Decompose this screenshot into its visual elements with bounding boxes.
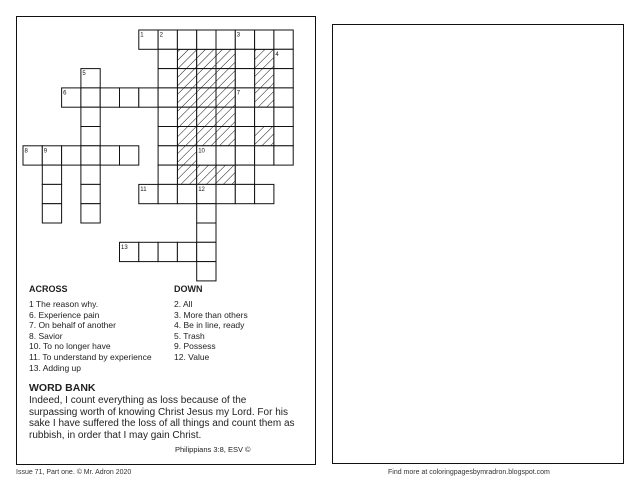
- clue-number: 12: [198, 186, 205, 193]
- shaded-cell[interactable]: [177, 107, 196, 126]
- down-clue: 5. Trash: [174, 330, 205, 341]
- scripture-quote: Indeed, I count everything as loss because of the surpassing worth of knowing Christ Jesus my Lord. For his sake I have suffered the loss of all things and count them as rubbish, in order that I may gain Christ.: [29, 395, 295, 441]
- shaded-cell[interactable]: [197, 88, 216, 107]
- shaded-cell[interactable]: [255, 127, 274, 146]
- answer-cell[interactable]: [81, 184, 100, 203]
- answer-cell[interactable]: [274, 69, 293, 88]
- answer-cell[interactable]: [197, 30, 216, 49]
- answer-cell[interactable]: [158, 146, 177, 165]
- clue-number: 8: [24, 148, 28, 155]
- clue-number: 2: [159, 32, 163, 39]
- answer-cell[interactable]: [120, 88, 139, 107]
- answer-cell[interactable]: [158, 242, 177, 261]
- answer-cell[interactable]: [197, 242, 216, 261]
- answer-cell[interactable]: [62, 146, 81, 165]
- answer-cell[interactable]: [216, 184, 235, 203]
- across-clue: 10. To no longer have: [29, 341, 111, 352]
- across-clue: 11. To understand by experience: [29, 351, 152, 362]
- answer-cell[interactable]: [100, 88, 119, 107]
- clue-number: 4: [275, 51, 279, 58]
- word-bank-title: WORD BANK: [29, 382, 96, 394]
- shaded-cell[interactable]: [197, 107, 216, 126]
- answer-cell[interactable]: [42, 165, 61, 184]
- answer-cell[interactable]: [158, 69, 177, 88]
- answer-cell[interactable]: [177, 242, 196, 261]
- down-heading: DOWN: [174, 284, 203, 294]
- clue-number: 1: [140, 32, 144, 39]
- answer-cell[interactable]: [158, 165, 177, 184]
- answer-cell[interactable]: [274, 146, 293, 165]
- answer-cell[interactable]: [274, 88, 293, 107]
- answer-cell[interactable]: [158, 127, 177, 146]
- answer-cell[interactable]: [81, 88, 100, 107]
- shaded-cell[interactable]: [216, 127, 235, 146]
- scripture-citation: Philippians 3:8, ESV ©: [175, 445, 251, 454]
- answer-cell[interactable]: [235, 107, 254, 126]
- clue-number: 3: [236, 32, 241, 39]
- answer-cell[interactable]: [42, 184, 61, 203]
- answer-cell[interactable]: [235, 69, 254, 88]
- answer-cell[interactable]: [158, 184, 177, 203]
- answer-cell[interactable]: [139, 88, 158, 107]
- answer-cell[interactable]: [197, 223, 216, 242]
- answer-cell[interactable]: [274, 127, 293, 146]
- down-clue: 3. More than others: [174, 309, 248, 320]
- footer-website: Find more at coloringpagesbymradron.blogspot.com: [388, 469, 550, 476]
- answer-cell[interactable]: [197, 262, 216, 281]
- answer-cell[interactable]: [197, 204, 216, 223]
- shaded-cell[interactable]: [177, 69, 196, 88]
- shaded-cell[interactable]: [197, 165, 216, 184]
- shaded-cell[interactable]: [216, 88, 235, 107]
- across-clues: [29, 299, 152, 373]
- shaded-cell[interactable]: [177, 146, 196, 165]
- clue-number: 11: [140, 186, 147, 193]
- shaded-cell[interactable]: [255, 88, 274, 107]
- down-clue: 4. Be in line, ready: [174, 320, 245, 331]
- answer-cell[interactable]: [81, 204, 100, 223]
- across-clue: 1 The reason why.: [29, 299, 99, 309]
- clue-number: 13: [121, 244, 128, 251]
- answer-cell[interactable]: [255, 146, 274, 165]
- answer-cell[interactable]: [216, 146, 235, 165]
- clue-number: 7: [236, 90, 241, 97]
- clue-number: 10: [198, 148, 205, 155]
- down-clue: 12. Value: [174, 351, 210, 362]
- answer-cell[interactable]: [235, 165, 254, 184]
- shaded-cell[interactable]: [216, 107, 235, 126]
- answer-cell[interactable]: [274, 30, 293, 49]
- answer-cell[interactable]: [81, 165, 100, 184]
- clue-number: 5: [82, 71, 86, 78]
- across-clue: 7. On behalf of another: [29, 320, 116, 331]
- clue-number: 9: [43, 148, 48, 155]
- across-heading: ACROSS: [29, 284, 68, 294]
- shaded-cell[interactable]: [177, 165, 196, 184]
- answer-cell[interactable]: [235, 49, 254, 68]
- answer-cell[interactable]: [81, 107, 100, 126]
- shaded-cell[interactable]: [177, 127, 196, 146]
- answer-cell[interactable]: [81, 127, 100, 146]
- answer-cell[interactable]: [120, 146, 139, 165]
- across-clue: 13. Adding up: [29, 362, 81, 373]
- answer-cell[interactable]: [158, 88, 177, 107]
- shaded-cell[interactable]: [216, 69, 235, 88]
- answer-cell[interactable]: [177, 184, 196, 203]
- answer-cell[interactable]: [42, 204, 61, 223]
- answer-cell[interactable]: [255, 184, 274, 203]
- shaded-cell[interactable]: [255, 69, 274, 88]
- down-clues: [174, 299, 248, 363]
- shaded-cell[interactable]: [197, 127, 216, 146]
- shaded-cell[interactable]: [197, 49, 216, 68]
- answer-cell[interactable]: [216, 30, 235, 49]
- answer-cell[interactable]: [177, 30, 196, 49]
- answer-cell[interactable]: [255, 107, 274, 126]
- across-clue: 6. Experience pain: [29, 309, 100, 320]
- across-clue: 8. Savior: [29, 330, 63, 341]
- answer-cell[interactable]: [235, 184, 254, 203]
- clue-number: 6: [63, 90, 67, 97]
- down-clue: 2. All: [174, 299, 193, 309]
- shaded-cell[interactable]: [255, 49, 274, 68]
- shaded-cell[interactable]: [177, 49, 196, 68]
- down-clue: 9. Possess: [174, 341, 216, 352]
- answer-cell[interactable]: [158, 49, 177, 68]
- shaded-cell[interactable]: [216, 49, 235, 68]
- answer-cell[interactable]: [158, 107, 177, 126]
- answer-cell[interactable]: [255, 30, 274, 49]
- footer-issue: Issue 71, Part one. © Mr. Adron 2020: [16, 469, 132, 476]
- answer-cell[interactable]: [100, 146, 119, 165]
- answer-cell[interactable]: [235, 146, 254, 165]
- answer-cell[interactable]: [139, 242, 158, 261]
- shaded-cell[interactable]: [216, 165, 235, 184]
- answer-cell[interactable]: [274, 107, 293, 126]
- answer-cell[interactable]: [81, 146, 100, 165]
- answer-cell[interactable]: [235, 127, 254, 146]
- shaded-cell[interactable]: [177, 88, 196, 107]
- shaded-cell[interactable]: [197, 69, 216, 88]
